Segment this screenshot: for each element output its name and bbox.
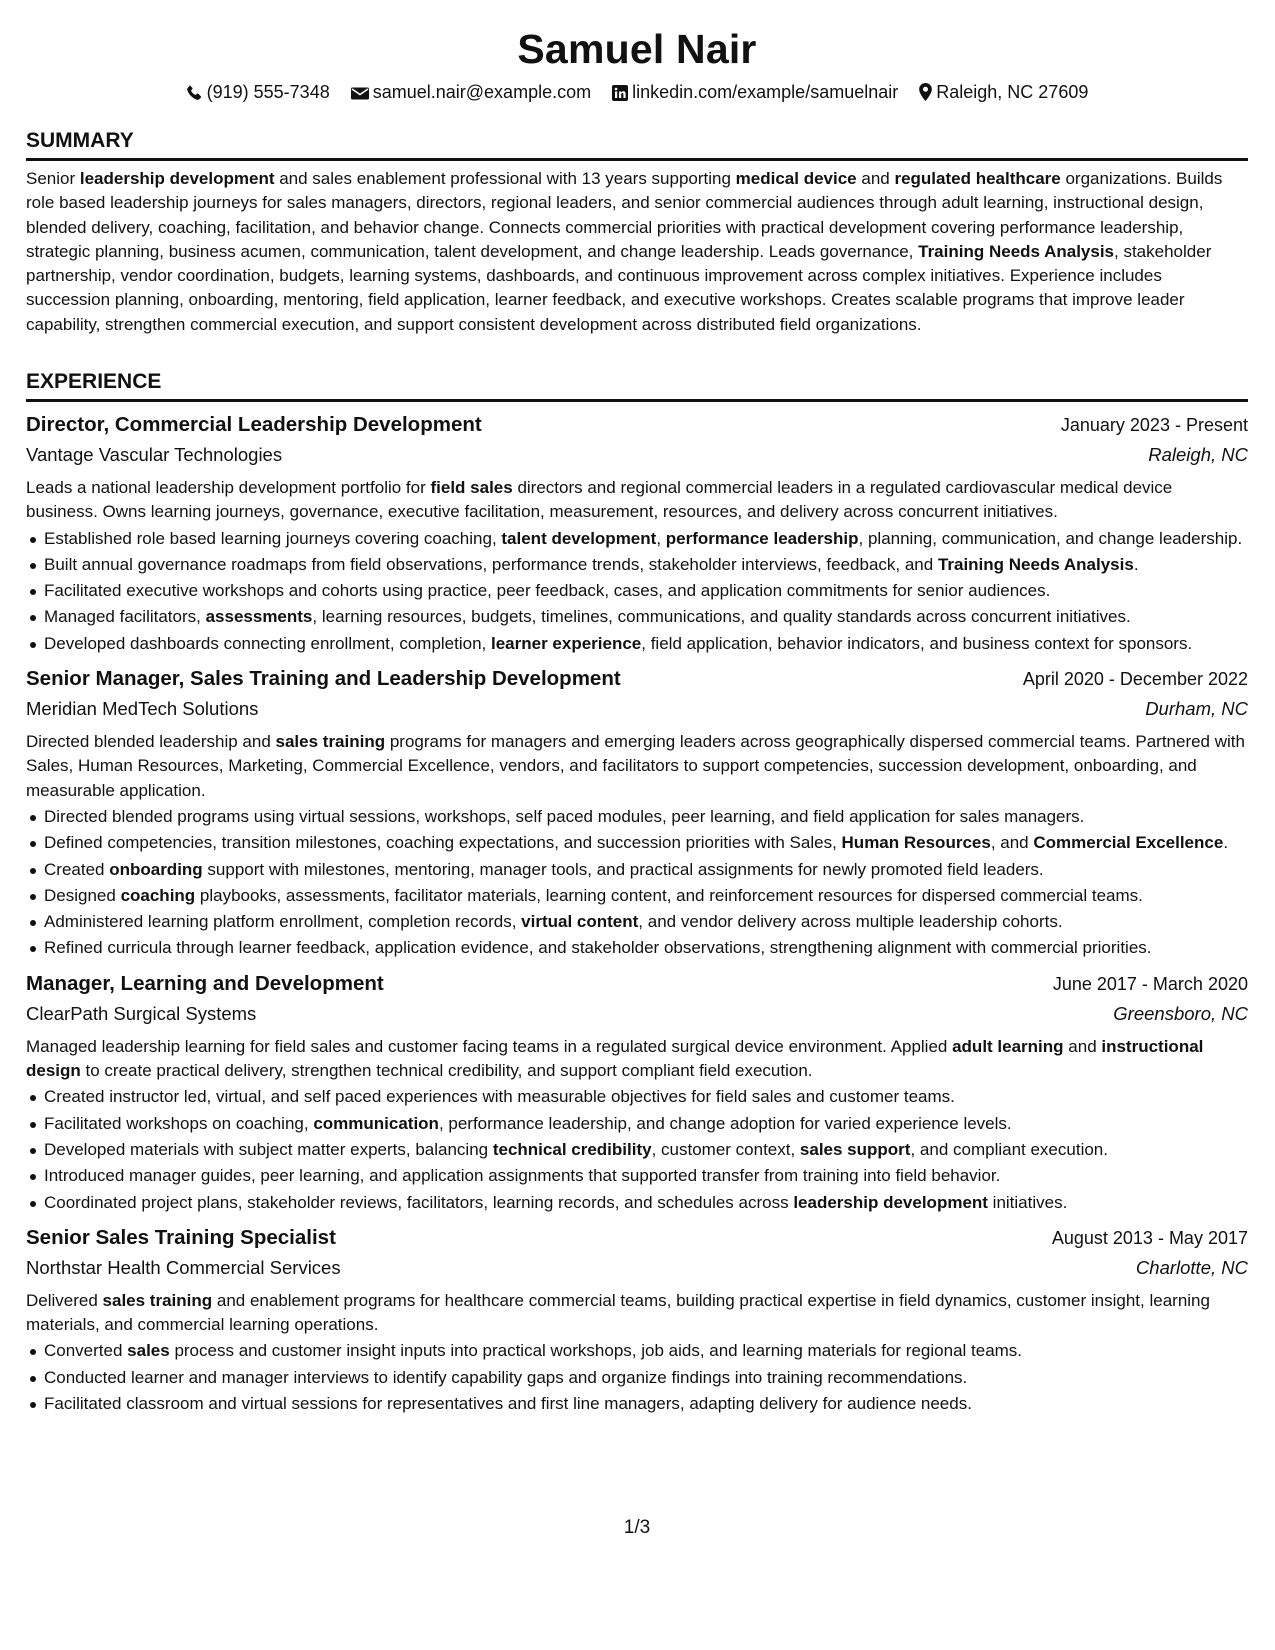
job-location: Raleigh, NC [1148,444,1248,465]
text-run: and [1063,1036,1102,1056]
text-run: Delivered [26,1290,103,1310]
bold-keyword: Commercial Excellence [1033,833,1224,853]
text-run: Leads a national leadership development portfolio for [26,478,431,497]
bold-keyword: Training Needs Analysis [918,241,1115,261]
bold-keyword: coaching [120,885,196,905]
text-run: , and compliant execution. [910,1139,1108,1159]
job-bullets [26,1339,1248,1416]
text-run: Designed [44,885,121,905]
bold-keyword: sales support [799,1139,911,1159]
text-run: Developed materials with subject matter experts, balancing [44,1139,493,1159]
text-run: Administered learning platform enrollment, completion records, [44,912,522,932]
job-bullets [26,805,1248,961]
bullet-item [26,858,1248,882]
job-header [26,410,1248,440]
job-location: Greensboro, NC [1113,1002,1248,1024]
bullet-item [26,1392,1248,1416]
text-run: to create practical delivery, strengthen technical credibility, and support compliant field execution. [80,1061,813,1081]
text-run: Facilitated executive workshops and cohorts using practice, peer feedback, cases, and application commitments for senior audiences. [44,581,1051,601]
text-run: , stakeholder partnership, vendor coordination, budgets, learning systems, dashboards, and continuous improvement across complex initiatives. Experience includes succession planning, onboarding, mentoring, field application, learner feedback, and executive workshops. Creates scalable programs that improve leader capability, strengthen commercial execution, and support consistent development across distributed field organizations. [26,241,1212,334]
experience-section [26,369,1248,1416]
text-run: Facilitated workshops on coaching, [44,1113,314,1133]
company-name: Meridian MedTech Solutions [26,698,259,720]
job-list [26,410,1248,1416]
job-subheader [26,999,1248,1029]
text-run: Defined competencies, transition milestones, coaching expectations, and succession priorities with Sales, [44,833,842,853]
job-dates: August 2013 - May 2017 [1051,1227,1248,1248]
text-run: Managed leadership learning for field sales and customer facing teams in a regulated surgical device environment. Applied [26,1036,953,1056]
company-name: Vantage Vascular Technologies [26,444,283,465]
job-subheader [26,694,1248,724]
bullet-item [26,936,1248,960]
bullet-item [26,910,1248,934]
text-run: Managed facilitators, [44,607,206,627]
text-run: process and customer insight inputs into practical workshops, job aids, and learning materials for regional teams. [169,1341,1023,1361]
bold-keyword: Training Needs Analysis [937,554,1134,574]
summary-text [26,167,1248,337]
job-title: Senior Sales Training Specialist [26,1225,336,1249]
bullet-item [26,527,1248,551]
text-run: Directed blended programs using virtual sessions, workshops, self paced modules, peer learning, and field application for sales managers. [44,806,1085,826]
bold-keyword: talent development [501,528,657,548]
bold-keyword: sales training [275,732,386,752]
text-run: Directed blended leadership and [26,732,276,752]
job-header [26,969,1248,999]
text-run: and [856,169,895,188]
bullet-item [26,1339,1248,1363]
company-name: ClearPath Surgical Systems [26,1002,257,1024]
contact-linkedin[interactable] [612,80,898,107]
job-description [26,1035,1248,1084]
text-run: Created [44,859,110,879]
text-run: , [656,528,666,548]
text-run: Senior [26,169,80,188]
bold-keyword: sales [127,1341,170,1361]
job-bullets [26,527,1248,656]
summary-heading: SUMMARY [26,128,1248,161]
bullet-item [26,579,1248,603]
job-header [26,664,1248,694]
text-run: , customer context, [651,1139,800,1159]
contact-email[interactable] [351,80,591,107]
linkedin-icon [612,83,628,107]
job-dates: April 2020 - December 2022 [1022,669,1248,690]
bullet-item [26,831,1248,855]
phone-icon [186,83,203,107]
text-run: . [1223,833,1229,853]
bold-keyword: learner experience [491,633,642,653]
bullet-item [26,1366,1248,1390]
text-run: Refined curricula through learner feedback, application evidence, and stakeholder observations, strengthening alignment with commercial priorities. [44,938,1152,958]
text-run: Coordinated project plans, stakeholder reviews, facilitators, learning records, and schedules across [44,1192,794,1212]
map-marker-icon [919,83,932,107]
bullet-item [26,1138,1248,1162]
contact-phone[interactable] [186,80,330,107]
bold-keyword: communication [313,1113,439,1133]
bold-keyword: adult learning [952,1036,1064,1056]
text-run: Facilitated classroom and virtual sessions for representatives and first line managers, adapting delivery for audience needs. [44,1394,972,1414]
job-subheader [26,440,1248,470]
job-dates: June 2017 - March 2020 [1052,973,1248,994]
bullet-item [26,1112,1248,1136]
job-bullets [26,1085,1248,1214]
job-title: Director, Commercial Leadership Development [26,413,482,436]
job-entry [26,1223,1248,1416]
linkedin-text: linkedin.com/example/samuelnair [632,82,899,102]
experience-heading: EXPERIENCE [26,369,1248,402]
job-entry [26,664,1248,961]
job-title: Senior Manager, Sales Training and Leadership Development [26,667,621,691]
page-number: 1/3 [623,1517,651,1538]
envelope-icon [351,83,369,107]
text-run: support with milestones, mentoring, manager tools, and practical assignments for newly promoted field leaders. [202,859,1044,879]
job-header [26,1223,1248,1253]
bullet-item [26,1085,1248,1109]
text-run: , and vendor delivery across multiple leadership cohorts. [638,912,1063,932]
summary-section [26,128,1248,337]
contact-location [919,80,1088,107]
text-run: organizations. Builds role based leadership journeys for sales managers, directors, regional leaders, and senior commercial audiences through adult learning, instructional design, blended delivery, coaching, facilitation, and behavior change. Connects commercial priorities with practical development covering performance leadership, strategic planning, business acumen, communication, talent development, and change leadership. Leads governance, [26,169,1223,261]
text-run: programs for managers and emerging leaders across geographically dispersed commercial teams. Partnered with Sales, Human Resources, Marketing, Commercial Excellence, vendors, and facilitators to support competencies, succession development, onboarding, and measurable application. [26,732,1245,800]
text-run: , performance leadership, and change adoption for varied experience levels. [438,1113,1012,1133]
bold-keyword: virtual content [521,912,639,932]
bold-keyword: onboarding [109,859,203,879]
location-text: Raleigh, NC 27609 [936,82,1089,102]
job-description [26,476,1248,525]
text-run: , and [990,833,1034,853]
bold-keyword: leadership development [793,1192,988,1212]
job-description [26,730,1248,803]
text-run: , planning, communication, and change leadership. [858,528,1243,548]
bullet-item [26,1164,1248,1188]
text-run: Converted [44,1341,128,1361]
contact-line [26,80,1248,107]
text-run: playbooks, assessments, facilitator materials, learning content, and reinforcement resources for dispersed commercial teams. [195,885,1143,905]
bullet-item [26,884,1248,908]
bullet-item [26,1191,1248,1215]
job-description [26,1289,1248,1338]
job-location: Charlotte, NC [1135,1256,1248,1278]
text-run: , field application, behavior indicators, and business context for sponsors. [641,633,1193,653]
candidate-name: Samuel Nair [517,26,757,72]
company-name: Northstar Health Commercial Services [26,1256,341,1278]
bold-keyword: sales training [102,1290,213,1310]
bold-keyword: assessments [205,607,313,627]
email-text: samuel.nair@example.com [372,82,592,102]
job-entry [26,410,1248,656]
text-run: , learning resources, budgets, timelines, communications, and quality standards across concurrent initiatives. [312,607,1131,627]
bold-keyword: Human Resources [841,833,991,853]
bullet-item [26,632,1248,656]
bold-keyword: performance leadership [665,528,859,548]
text-run: Developed dashboards connecting enrollment, completion, [44,633,491,653]
job-entry [26,969,1248,1215]
text-run: and sales enablement professional with 13 years supporting [274,169,736,188]
text-run: initiatives. [987,1192,1068,1212]
job-dates: January 2023 - Present [1060,415,1248,435]
text-run: Built annual governance roadmaps from field observations, performance trends, stakeholder interviews, feedback, and [44,554,938,574]
text-run: Conducted learner and manager interviews to identify capability gaps and organize findings into training recommendations. [44,1367,968,1387]
text-run: directors and regional commercial leaders in a regulated cardiovascular medical device business. Owns learning journeys, governance, executive facilitation, measurement, resources, and delivery across concurrent initiatives. [26,478,1173,522]
text-run: Established role based learning journeys covering coaching, [44,528,502,548]
bullet-item [26,805,1248,829]
text-run: Created instructor led, virtual, and self paced experiences with measurable objectives for field sales and customer teams. [44,1087,955,1107]
bullet-item [26,553,1248,577]
bold-keyword: regulated healthcare [894,169,1061,188]
bold-keyword: medical device [735,169,857,188]
job-location: Durham, NC [1145,698,1248,720]
phone-text: (919) 555-7348 [206,82,330,102]
bold-keyword: field sales [430,478,513,497]
job-title: Manager, Learning and Development [26,971,384,995]
text-run: and enablement programs for healthcare commercial teams, building practical expertise in field dynamics, customer insight, learning materials, and commercial learning operations. [26,1290,1210,1335]
job-subheader [26,1253,1248,1283]
bold-keyword: instructional design [26,1036,1204,1081]
bold-keyword: technical credibility [492,1139,652,1159]
bold-keyword: leadership development [79,169,275,188]
text-run: Introduced manager guides, peer learning, and application assignments that supported transfer from training into field behavior. [44,1166,1001,1186]
text-run: . [1133,554,1139,574]
bullet-item [26,605,1248,629]
